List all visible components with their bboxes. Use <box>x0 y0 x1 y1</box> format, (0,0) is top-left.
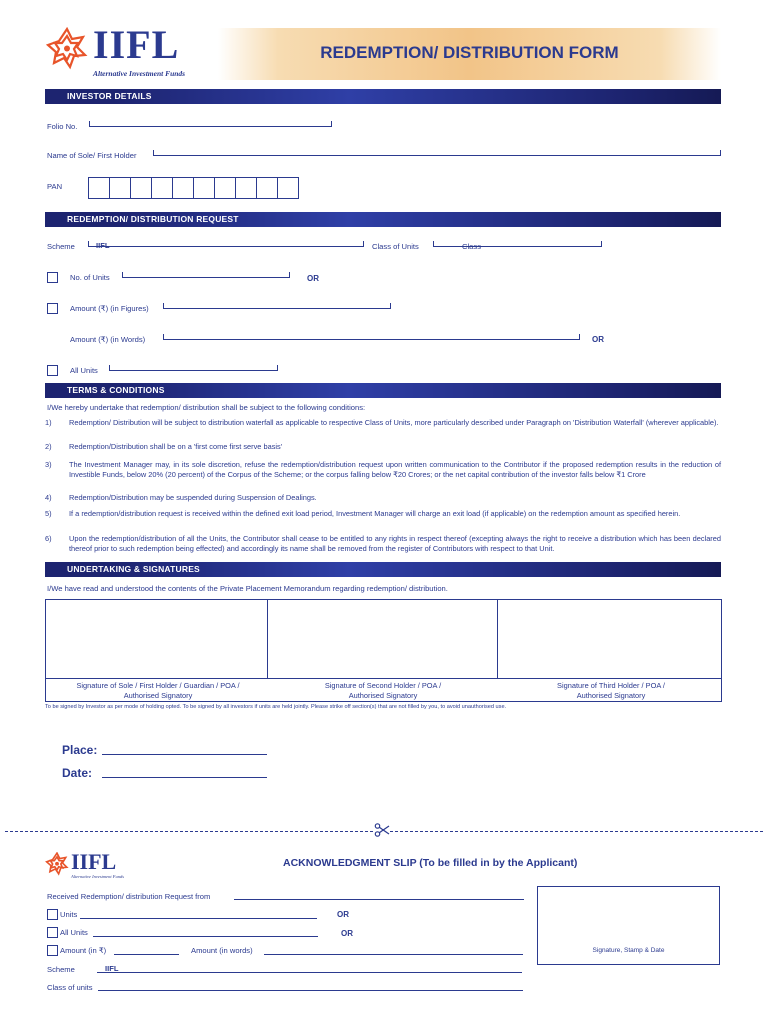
slip-amount-field[interactable] <box>114 954 179 955</box>
term-item: 5) If a redemption/distribution request is received within the defined exit load period, Investment Manager will charge an exit load (if applicable) on the redemption amount as specified herein. <box>45 509 681 518</box>
logo-subtitle: Alternative Investment Funds <box>93 69 186 78</box>
pan-box[interactable] <box>131 178 152 198</box>
slip-class-label: Class of units <box>47 983 93 992</box>
undertaking-intro: I/We have read and understood the contents of the Private Placement Memorandum regarding redemption/ distribution. <box>47 584 448 593</box>
pan-boxes[interactable] <box>88 177 299 199</box>
slip-class-field[interactable] <box>98 990 523 991</box>
term-item: 2) Redemption/Distribution shall be on a 'first come first serve basis' <box>45 442 283 451</box>
date-field[interactable] <box>102 777 267 778</box>
signature-box-first-holder[interactable] <box>46 600 268 679</box>
slip-title: ACKNOWLEDGMENT SLIP (To be filled in by the Applicant) <box>283 857 578 869</box>
pan-box[interactable] <box>89 178 110 198</box>
no-of-units-field[interactable] <box>122 272 290 278</box>
term-item: 6) Upon the redemption/distribution of all the Units, the Contributor shall cease to be entitled to any rights in respect thereof (excepting always the right to receive a distribution which has been declared thereof prior to such redemption being effected) and accordingly its name shall be removed from the register of Contributors with respect to that Unit. <box>45 534 721 553</box>
pan-box[interactable] <box>236 178 257 198</box>
lotus-emblem-icon <box>45 852 69 876</box>
logo-wordmark: IIFL <box>93 22 180 67</box>
slip-amount-words-field[interactable] <box>264 954 523 955</box>
form-title-banner <box>218 28 721 80</box>
signature-caption-second: Signature of Second Holder / POA / Authorised Signatory <box>324 681 442 700</box>
no-of-units-label: No. of Units <box>70 273 110 282</box>
pan-label: PAN <box>47 182 63 191</box>
slip-all-units-field[interactable] <box>93 936 318 937</box>
class-of-units-label: Class of Units <box>372 242 419 251</box>
scissors-icon <box>374 822 390 838</box>
section-undertaking-signatures: UNDERTAKING & SIGNATURES <box>45 562 721 577</box>
signature-box-third-holder[interactable] <box>498 600 721 679</box>
class-of-units-field[interactable] <box>433 241 602 247</box>
all-units-label: All Units <box>70 366 98 375</box>
term-item: 1) Redemption/ Distribution will be subject to distribution waterfall as applicable to respective Class of Units, more particularly described under Paragraph on 'Distribution Waterfall' (wherever applicable). <box>45 418 719 427</box>
no-of-units-checkbox[interactable] <box>47 272 58 283</box>
or-label: OR <box>592 335 604 344</box>
lotus-emblem-icon <box>45 27 89 71</box>
slip-scheme-value: IIFL <box>105 964 119 973</box>
section-terms-conditions: TERMS & CONDITIONS <box>45 383 721 398</box>
all-units-field[interactable] <box>109 365 278 371</box>
signature-caption-first: Signature of Sole / First Holder / Guardian / POA / Authorised Signatory <box>76 681 240 700</box>
scheme-value: IIFL <box>96 241 110 250</box>
amount-words-field[interactable] <box>163 334 580 340</box>
place-field[interactable] <box>102 754 267 755</box>
or-label: OR <box>341 929 353 938</box>
slip-scheme-field[interactable] <box>97 972 522 973</box>
slip-units-label: Units <box>60 910 78 919</box>
pan-box[interactable] <box>110 178 131 198</box>
pan-box[interactable] <box>173 178 194 198</box>
scheme-label: Scheme <box>47 242 75 251</box>
amount-figures-checkbox[interactable] <box>47 303 58 314</box>
signing-note: To be signed by Investor as per mode of holding opted. To be signed by all investors if units are held jointly. Please strike off section(s) that are not filled by you, to avoid unauthorised use. <box>45 704 507 710</box>
slip-all-units-checkbox[interactable] <box>47 927 58 938</box>
section-investor-details: INVESTOR DETAILS <box>45 89 721 104</box>
slip-amount-label: Amount (in ₹) <box>60 946 107 955</box>
or-label: OR <box>337 910 349 919</box>
pan-box[interactable] <box>194 178 215 198</box>
form-title: REDEMPTION/ DISTRIBUTION FORM <box>320 43 619 62</box>
class-value: Class <box>462 242 481 251</box>
signature-box-second-holder[interactable] <box>267 600 498 679</box>
term-item: 3) The Investment Manager may, in its sole discretion, refuse the redemption/distribution request upon written communication to the Contributor if the proposed redemption results in the reduction of Investible Funds, below 20% (20 percent) of the Corpus of the Scheme; or the corpus falling below ₹20 Crores; or the net capital contribution of the investor falls below ₹1 Crore <box>45 460 721 479</box>
slip-amount-checkbox[interactable] <box>47 945 58 956</box>
slip-received-label: Received Redemption/ distribution Request from <box>47 892 211 901</box>
slip-all-units-label: All Units <box>60 928 88 937</box>
terms-intro: I/We hereby undertake that redemption/ distribution shall be subject to the following conditions: <box>47 403 366 412</box>
slip-scheme-label: Scheme <box>47 965 75 974</box>
term-item: 4) Redemption/Distribution may be suspended during Suspension of Dealings. <box>45 493 317 502</box>
pan-box[interactable] <box>278 178 298 198</box>
folio-field[interactable] <box>89 121 332 127</box>
iifl-logo <box>45 22 210 80</box>
section-redemption-request: REDEMPTION/ DISTRIBUTION REQUEST <box>45 212 721 227</box>
slip-logo-wordmark: IIFL <box>71 849 117 874</box>
slip-iifl-logo <box>45 851 145 881</box>
amount-words-label: Amount (₹) (in Words) <box>70 335 146 344</box>
pan-box[interactable] <box>152 178 173 198</box>
scheme-field[interactable] <box>88 241 364 247</box>
amount-figures-label: Amount (₹) (in Figures) <box>70 304 149 313</box>
holder-name-field[interactable] <box>153 150 721 156</box>
slip-units-checkbox[interactable] <box>47 909 58 920</box>
pan-box[interactable] <box>215 178 236 198</box>
or-label: OR <box>307 274 319 283</box>
all-units-checkbox[interactable] <box>47 365 58 376</box>
pan-box[interactable] <box>257 178 278 198</box>
holder-name-label: Name of Sole/ First Holder <box>47 151 137 160</box>
slip-units-field[interactable] <box>80 918 317 919</box>
date-label: Date: <box>62 766 93 780</box>
slip-stamp-label: Signature, Stamp & Date <box>592 947 665 954</box>
signature-caption-third: Signature of Third Holder / POA / Authorised Signatory <box>557 681 665 700</box>
slip-stamp-box[interactable] <box>537 886 720 965</box>
folio-label: Folio No. <box>47 122 78 131</box>
signature-table <box>45 599 722 702</box>
slip-received-field[interactable] <box>234 899 524 900</box>
slip-logo-subtitle: Alternative Investment Funds <box>71 874 124 879</box>
place-label: Place: <box>62 743 98 757</box>
slip-amount-words-label: Amount (in words) <box>191 946 253 955</box>
amount-figures-field[interactable] <box>163 303 391 309</box>
